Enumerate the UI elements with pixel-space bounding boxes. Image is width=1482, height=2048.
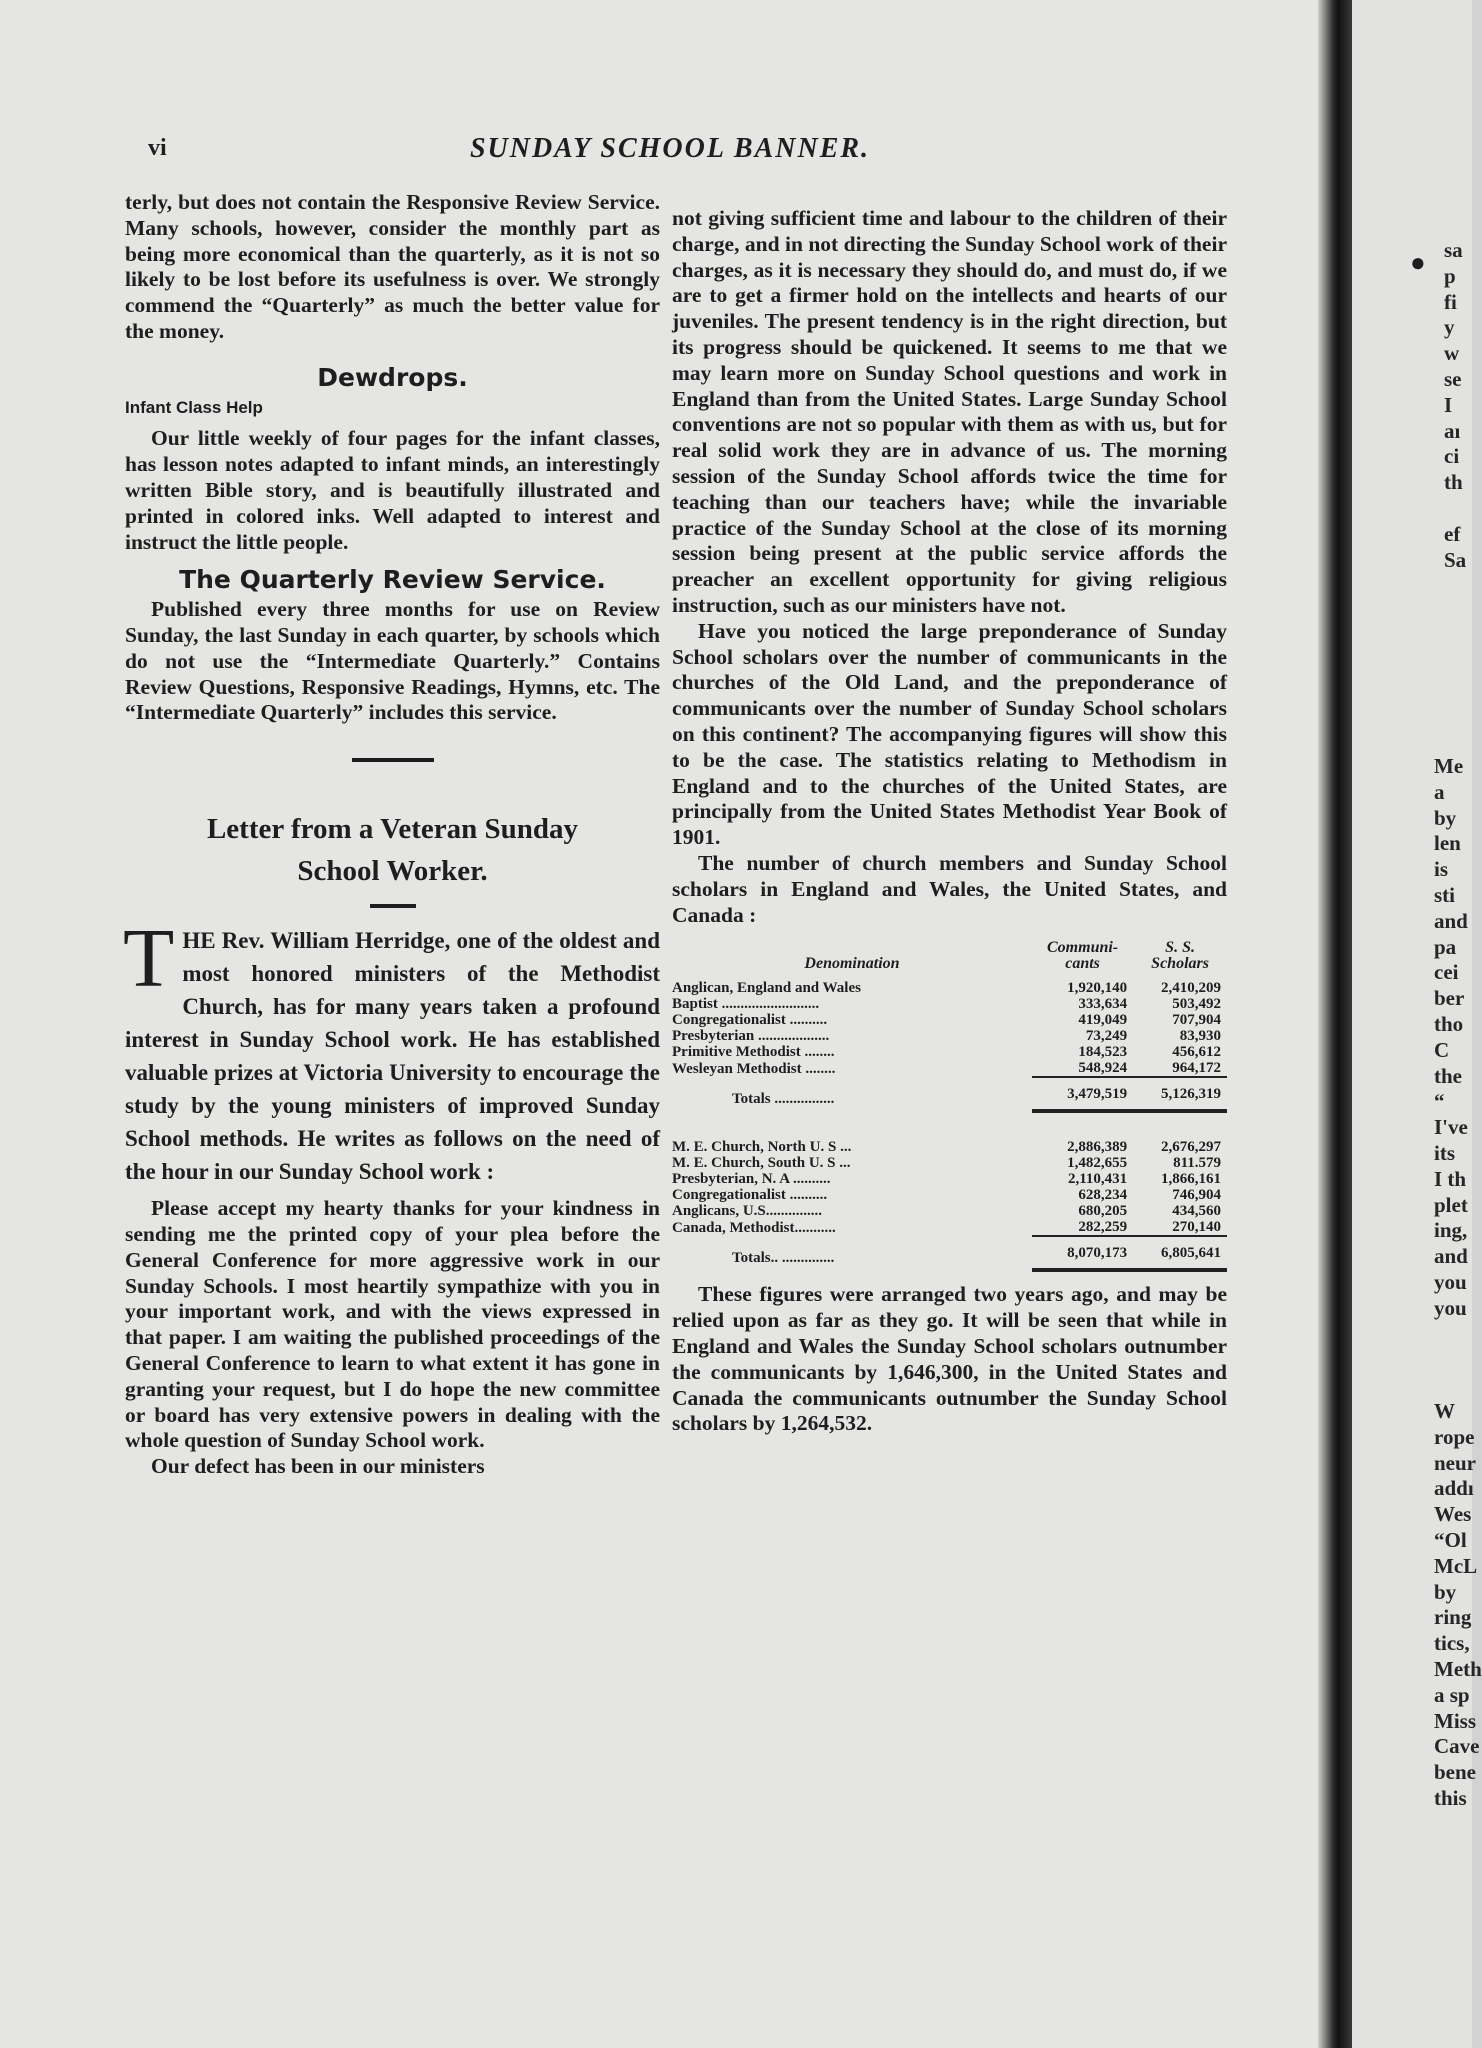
page-number: vi (148, 135, 167, 161)
letter-title (125, 808, 660, 892)
adjacent-fragment: you (1434, 1295, 1467, 1320)
book-gutter (1318, 0, 1352, 2048)
number-cell: 1,482,655 (1067, 1155, 1128, 1172)
adjacent-fragment: ef (1444, 521, 1461, 546)
adjacent-fragment: addı (1434, 1476, 1474, 1501)
adjacent-fragment: this (1434, 1786, 1467, 1810)
adjacent-fragment: Me (1434, 754, 1464, 778)
adjacent-fragment: sti (1434, 883, 1455, 907)
adjacent-fragment: rope (1434, 1424, 1475, 1449)
stats-body (672, 980, 1227, 1270)
col-communicants-line1: Communi- (1047, 939, 1119, 957)
table-row (672, 996, 1227, 1012)
letter-opening-text: HE Rev. William Herridge, one of the oldest and most honored ministers of the Methodist Church, has for many years taken a profound interest in Sunday School work. He has established valuable prizes at Victoria University to encourage the study by the young ministers of improved Sunday School methods. He writes as follows on the need of the hour in our Sunday School work : (125, 928, 660, 1185)
number-cell: 456,612 (1172, 1044, 1221, 1061)
dewdrops-subheading: Infant Class Help (125, 397, 263, 417)
adjacent-fragment: by (1434, 805, 1457, 830)
table-spacer (672, 1111, 1227, 1139)
adjacent-fragment: I've (1434, 1115, 1468, 1140)
adjacent-fragment: bene (1434, 1760, 1476, 1785)
letter-para2: Our defect has been in our ministers (151, 1454, 485, 1479)
right-column (672, 206, 1227, 1437)
number-cell: 434,560 (1172, 1203, 1221, 1220)
adjacent-fragment: ci (1444, 444, 1460, 469)
number-cell: 282,259 (1078, 1219, 1128, 1236)
number-cell: 1,920,140 (1067, 980, 1128, 997)
denomination-cell: Anglican, England and Wales (672, 980, 861, 997)
number-cell: 83,930 (1179, 1028, 1221, 1045)
adjacent-fragment: “ (1434, 1089, 1445, 1114)
col-scholars-line1: S. S. (1165, 939, 1195, 957)
number-cell: 184,523 (1078, 1044, 1128, 1061)
adjacent-fragment: len (1434, 831, 1461, 856)
totals-communicants: 8,070,173 (1032, 1236, 1133, 1270)
table-row (672, 1203, 1227, 1219)
totals-label: Totals ................ (732, 1091, 835, 1108)
adjacent-fragment: “Ol (1434, 1528, 1467, 1552)
totals-row (672, 1236, 1227, 1270)
left-column (125, 190, 660, 1480)
table-row (672, 1219, 1227, 1236)
adjacent-fragment: plet (1434, 1192, 1468, 1217)
right-para3: The number of church members and Sunday School scholars in England and Wales, the United States, and Canada : (672, 850, 1227, 927)
drop-cap: T (123, 912, 175, 1006)
adjacent-fragment: sa (1444, 238, 1463, 262)
review-service-body: Published every three months for use on Review Sunday, the last Sunday in each quarter, by schools which do not use the “Intermediate Quarterly.” Contains Review Questions, Responsive Readings, Hymns, etc. The “Intermediate Quarterly” includes this service. (125, 597, 660, 725)
table-row (672, 1028, 1227, 1044)
adjacent-fragment: Cave (1434, 1734, 1480, 1759)
denomination-cell: Congregationalist .......... (672, 1187, 828, 1204)
adjacent-fragment: W (1434, 1399, 1455, 1423)
number-cell: 503,492 (1172, 996, 1221, 1013)
table-row (672, 1012, 1227, 1028)
number-cell: 2,110,431 (1067, 1171, 1128, 1188)
adjacent-fragment: you (1434, 1270, 1467, 1294)
right-para2: Have you noticed the large preponderance of Sunday School scholars over the number of communicants in the churches of the Old Land, and the preponderance of communicants over the number of Sunday School scholars on this continent? The accompanying figures will show this to be the case. The statistics relating to Methodism in England and to the churches of the United States, are principally from the United States Methodist Year Book of 1901. (672, 618, 1227, 850)
adjacent-fragment: a sp (1434, 1682, 1470, 1707)
adjacent-fragment: se (1444, 367, 1462, 391)
denomination-cell: Congregationalist .......... (672, 1012, 828, 1029)
denomination-cell: Canada, Methodist........... (672, 1219, 836, 1236)
number-cell: 419,049 (1078, 1012, 1128, 1029)
adjacent-fragment: a (1434, 779, 1445, 804)
col-scholars (1133, 940, 1227, 980)
adjacent-fragment: is (1434, 857, 1449, 882)
number-cell: 811.579 (1173, 1155, 1221, 1172)
number-cell: 548,924 (1078, 1060, 1128, 1077)
intro-paragraph: terly, but does not contain the Responsive Review Service. Many schools, however, consider the monthly part as being more economical than the quarterly, as it is not so likely to be lost before its usefulness is over. We strongly commend the “Quarterly” as much the better value for the money. (125, 190, 660, 343)
table-row (672, 1060, 1227, 1077)
adjacent-fragment: I (1444, 392, 1453, 417)
adjacent-fragment: aı (1444, 418, 1461, 443)
adjacent-fragment: Wes (1434, 1502, 1472, 1527)
denomination-cell: Presbyterian ................... (672, 1028, 830, 1045)
adjacent-fragment: McL (1434, 1553, 1478, 1578)
running-title: SUNDAY SCHOOL BANNER. (469, 133, 871, 164)
letter-para1: Please accept my hearty thanks for your kindness in sending me the printed copy of your plea before the General Conference for more aggressive work in our Sunday Schools. I most heartily sympathize with you in your important work, and with the views expressed in that paper. I am waiting the published proceedings of the General Conference to learn to what extent it has gone in granting your request, but I do hope the new committee or board has very extensive powers in dealing with the whole question of Sunday School work. (125, 1196, 660, 1453)
adjacent-fragment: ber (1434, 986, 1465, 1011)
adjacent-fragment: neur (1434, 1450, 1476, 1475)
adjacent-fragment: p (1444, 263, 1456, 288)
adjacent-fragment: th (1444, 470, 1463, 495)
bullet-dot: ● (1410, 248, 1426, 277)
table-row (672, 1187, 1227, 1203)
table-row (672, 1155, 1227, 1171)
totals-label: Totals.. .............. (732, 1250, 835, 1267)
adjacent-page (1352, 0, 1482, 2048)
totals-row (672, 1077, 1227, 1111)
right-para4: These figures were arranged two years ago, and may be relied upon as far as they go. It will be seen that while in England and Wales the Sunday School scholars outnumber the communicants by 1,646,300, in the United States and Canada the communicants outnumber the Sunday School scholars by 1,264,532. (672, 1282, 1227, 1436)
denomination-cell: Anglicans, U.S............... (672, 1203, 823, 1220)
dewdrops-body: Our little weekly of four pages for the infant classes, has lesson notes adapted to infant minds, an interestingly written Bible story, and is beautifully illustrated and printed in colored inks. Well adapted to interest and instruct the little people. (125, 426, 660, 554)
number-cell: 2,676,297 (1161, 1139, 1221, 1156)
number-cell: 964,172 (1172, 1060, 1221, 1077)
table-row (672, 980, 1227, 996)
dewdrops-heading: Dewdrops. (317, 362, 468, 392)
table-row (672, 1139, 1227, 1155)
adjacent-fragment: ing, (1434, 1218, 1468, 1243)
denomination-cell: M. E. Church, South U. S ... (672, 1155, 851, 1172)
totals-scholars: 6,805,641 (1133, 1236, 1227, 1270)
col-scholars-line2: Scholars (1151, 955, 1209, 973)
right-para1: not giving sufficient time and labour to the children of their charge, and in not directing the Sunday School work of their charges, as it is necessary they should do, and must do, if we are to get a firmer hold on the intellects and hearts of our juveniles. The present tendency is in the right direction, but its progress should be quickened. It seems to me that we may learn more on Sunday School questions and work in England than from the United States. Large Sunday School conventions are not so popular with them as with us, but for real solid work they are in advance of us. The morning session of the Sunday School affords twice the time for teaching than our teachers have; while the invariable practice of the Sunday School at the close of its morning session being present at the public service affords the preacher an excellent opportunity for giving religious instruction, such as our ministers have not. (672, 206, 1227, 617)
denomination-cell: Baptist .......................... (672, 996, 820, 1013)
adjacent-fragment: and (1434, 908, 1468, 933)
adjacent-fragment: tics, (1434, 1631, 1470, 1656)
denomination-cell: Primitive Methodist ........ (672, 1044, 835, 1061)
adjacent-fragment: tho (1434, 1012, 1464, 1036)
adjacent-fragment: ring (1434, 1605, 1472, 1630)
adjacent-fragment: by (1434, 1579, 1457, 1604)
number-cell: 73,249 (1085, 1028, 1128, 1045)
adjacent-fragment: I th (1434, 1166, 1467, 1191)
number-cell: 628,234 (1078, 1187, 1128, 1204)
adjacent-fragment: w (1444, 341, 1460, 366)
number-cell: 680,205 (1078, 1203, 1128, 1220)
col-communicants-line2: cants (1065, 955, 1100, 973)
adjacent-fragment: Meth (1434, 1657, 1482, 1681)
adjacent-fragment: Miss (1434, 1708, 1476, 1733)
adjacent-fragment: C (1434, 1037, 1450, 1062)
totals-communicants: 3,479,519 (1032, 1077, 1133, 1111)
adjacent-fragment: fi (1444, 289, 1457, 314)
adjacent-fragment: cei (1434, 960, 1459, 985)
table-row (672, 1044, 1227, 1060)
number-cell: 1,866,161 (1161, 1171, 1221, 1188)
statistics-table (672, 940, 1227, 1272)
letter-title-line1: Letter from a Veteran Sunday (206, 813, 579, 846)
denomination-cell: Presbyterian, N. A .......... (672, 1171, 831, 1188)
number-cell: 333,634 (1078, 996, 1128, 1013)
adjacent-fragment: and (1434, 1244, 1468, 1269)
letter-opening (123, 912, 660, 1188)
denomination-cell: Wesleyan Methodist ........ (672, 1060, 836, 1077)
col-communicants (1032, 940, 1133, 980)
adjacent-fragment: pa (1434, 934, 1457, 959)
adjacent-fragment: the (1434, 1063, 1462, 1088)
number-cell: 2,886,389 (1067, 1139, 1128, 1156)
adjacent-fragment: its (1434, 1141, 1455, 1165)
number-cell: 707,904 (1172, 1012, 1221, 1029)
stats-table (672, 940, 1227, 1272)
number-cell: 270,140 (1172, 1219, 1221, 1236)
review-service-heading: The Quarterly Review Service. (179, 565, 606, 595)
title-divider (370, 904, 416, 908)
denomination-cell: M. E. Church, North U. S ... (672, 1139, 852, 1156)
letter-title-line2: School Worker. (297, 855, 488, 888)
col-denomination: Denomination (804, 955, 900, 973)
table-row (672, 1171, 1227, 1187)
adjacent-fragment: y (1444, 315, 1455, 340)
adjacent-fragment: Sa (1444, 547, 1467, 572)
totals-scholars: 5,126,319 (1133, 1077, 1227, 1111)
number-cell: 2,410,209 (1161, 980, 1221, 997)
number-cell: 746,904 (1172, 1187, 1221, 1204)
section-divider (352, 758, 434, 762)
